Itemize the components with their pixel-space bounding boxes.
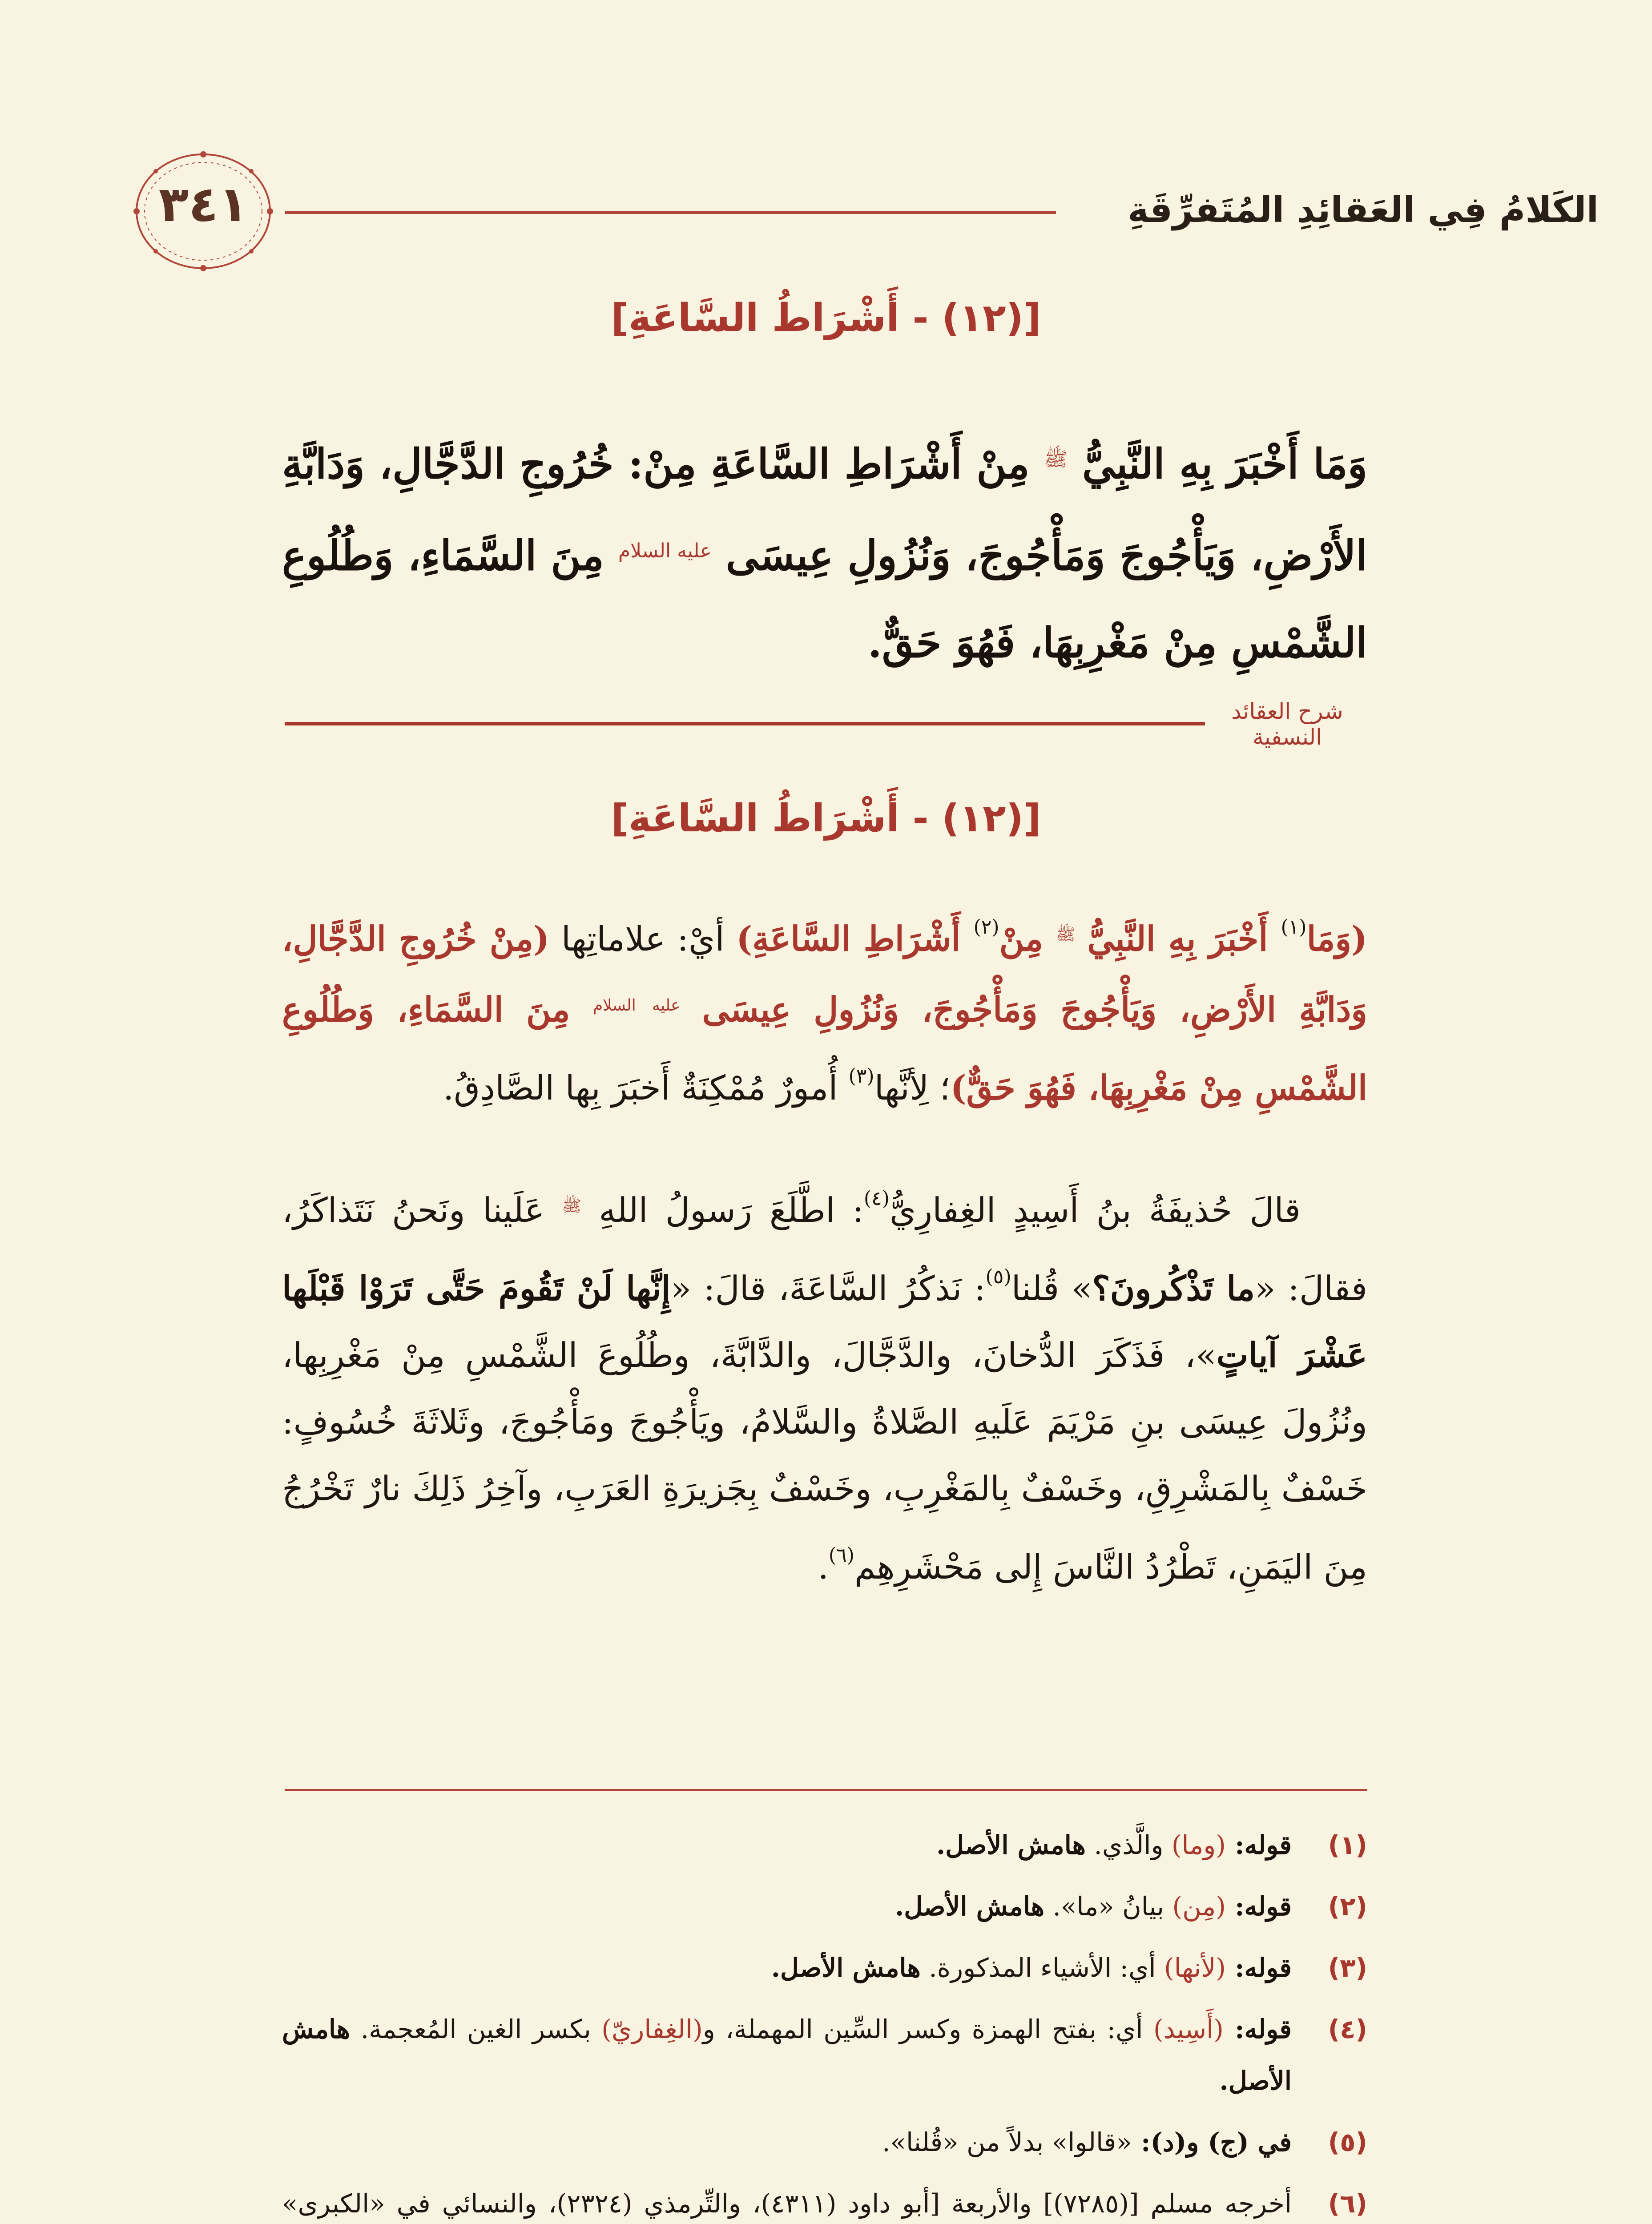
- footnote-4: [282, 2003, 1367, 2107]
- sharh-rule: [285, 722, 1205, 725]
- commentary-text: أُمورٌ مُمْكِنَةٌ أَخبَرَ بِها الصَّادِقُ.: [443, 1068, 849, 1108]
- matn-part-2: مِنْ أَشْرَاطِ السَّاعَةِ مِنْ: خُرُوجِ الدَّجَّالِ، وَدَابَّةِ الأَرْضِ، وَيَأْجُوجَ وَمَأْجُوجَ، وَنُزُولِ عِيسَى: [282, 440, 1367, 580]
- footnote-term: (لأنها): [1164, 1953, 1226, 1983]
- footnote-ref-2[interactable]: (٢): [973, 916, 999, 939]
- footnote-text: والَّذي.: [1085, 1830, 1172, 1860]
- commentary-text: أيْ: علاماتِها: [549, 919, 737, 959]
- sharh-book-title: شرح العقائد النسفية: [1231, 698, 1343, 750]
- footnote-number: (٢): [1328, 1891, 1367, 1922]
- hadith-text: : نَذكُرُ السَّاعَةَ، قالَ: «: [670, 1269, 986, 1308]
- quoted-matn: مِنْ: [999, 919, 1056, 959]
- hadith-text: »، فَذَكَرَ الدُّخانَ، والدَّجَّالَ، والدَّابَّةَ، وطُلُوعَ الشَّمْسِ مِنْ مَغْرِبِها، ونُزُولَ عِيسَى بنِ مَرْيَمَ عَلَيهِ الصَّلاةُ والسَّلامُ، ويَأْجُوجَ ومَأْجُوجَ، وثَلاثَةَ خُسُوفٍ: خَسْفٌ بِالمَشْرِقِ، وخَسْفٌ بِالمَغْرِبِ، وخَسْفٌ بِجَزيرَةِ العَرَبِ، وآخِرُ ذَلِكَ نارٌ تَخْرُجُ مِنَ اليَمَنِ، تَطْرُدُ النَّاسَ إِلى مَحْشَرِهِم: [282, 1335, 1367, 1587]
- footnote-term: (الغِفاريّ): [601, 2014, 703, 2044]
- commentary-paragraph-1: [282, 894, 1367, 1121]
- footnote-number: (٥): [1328, 2127, 1367, 2157]
- footnote-number: (١): [1328, 1830, 1367, 1860]
- footnote-ref-3[interactable]: (٣): [848, 1065, 874, 1088]
- commentary-paragraph-2: [282, 1165, 1367, 1600]
- footnote-term: (وما): [1171, 1830, 1226, 1860]
- footnote-source: هامش الأصل.: [936, 1830, 1086, 1860]
- footnote-lead: قوله:: [1225, 1830, 1292, 1860]
- hadith-text: عَلَينا ونَحنُ نَتَذاكَرُ، فقالَ: «: [282, 1190, 1367, 1308]
- footnote-ref-4[interactable]: (٤): [863, 1187, 890, 1210]
- footnote-lead: في (ج) و(د):: [1132, 2127, 1292, 2157]
- salutation-isa-icon: عليه السلام: [618, 540, 712, 562]
- quoted-matn: أَشْرَاطِ السَّاعَةِ): [736, 919, 974, 959]
- quoted-matn: أَخْبَرَ بِهِ النَّبِيُّ: [1087, 919, 1281, 959]
- footnote-2: [282, 1881, 1367, 1932]
- sharh-heading: [(١٢) - أَشْرَاطُ السَّاعَةِ]: [611, 796, 1041, 841]
- footnote-lead: قوله:: [1225, 1891, 1292, 1922]
- footnote-rule: [285, 1789, 1367, 1791]
- footnote-6: [282, 2178, 1367, 2224]
- page-number: ٣٤١: [158, 176, 249, 233]
- footnote-5: [282, 2116, 1367, 2168]
- salutation-prophet-icon: ﷺ: [1044, 448, 1068, 471]
- footnote-ref-6[interactable]: (٦): [828, 1544, 854, 1567]
- footnote-source: هامش الأصل.: [895, 1891, 1045, 1922]
- hadith-quote: ما تَذْكُرونَ؟: [1092, 1269, 1255, 1308]
- footnote-text: بكسر الغين المُعجمة.: [350, 2014, 602, 2044]
- footnote-text: أي: الأشياء المذكورة.: [920, 1953, 1164, 1983]
- footnote-source: هامش الأصل.: [282, 2014, 1292, 2096]
- hadith-text: .: [818, 1547, 829, 1587]
- footnote-ref-5[interactable]: (٥): [985, 1265, 1011, 1288]
- matn-text: [282, 416, 1367, 686]
- footnote-lead: قوله:: [1223, 2014, 1292, 2044]
- footnote-text: «قالوا» بدلاً من «قُلنا».: [882, 2127, 1132, 2157]
- matn-part-1: وَمَا أَخْبَرَ بِهِ النَّبِيُّ: [1082, 440, 1368, 488]
- footnote-term: (مِن): [1172, 1891, 1226, 1922]
- running-header-title: الكَلامُ فِي العَقائِدِ المُتَفرِّقَةِ: [1128, 189, 1599, 230]
- footnote-term: (أَسِيد): [1153, 2014, 1224, 2044]
- footnote-text: بيانُ «ما».: [1044, 1891, 1173, 1922]
- salutation-isa-icon: عليه السلام: [592, 996, 681, 1015]
- salutation-prophet-icon: ﷺ: [1056, 926, 1076, 944]
- footnote-1: [282, 1819, 1367, 1871]
- footnote-text: أخرجه مسلم [(٧٢٨٥)] والأربعة [أبو داود (٤٣١١)، والتِّرمذي (٢٣٢٤)، والنسائي في «الكبرى»: [282, 2188, 1292, 2219]
- footnote-number: (٣): [1328, 1953, 1367, 1983]
- matn-heading: [(١٢) - أَشْرَاطُ السَّاعَةِ]: [611, 296, 1041, 340]
- quoted-matn: (مِنْ خُرُوجِ الدَّجَّالِ، وَدَابَّةِ الأَرْضِ، وَيَأْجُوجَ وَمَأْجُوجَ، وَنُزُولِ عِيسَى: [282, 919, 1367, 1029]
- footnote-number: (٤): [1328, 2014, 1367, 2044]
- hadith-quote: إِنَّها لَنْ تَقُومَ حَتَّى تَرَوْا قَبْلَها عَشْرَ آياتٍ: [282, 1269, 1367, 1375]
- footnote-source: هامش الأصل.: [771, 1953, 921, 1983]
- hadith-text: قالَ حُذيفَةُ بنُ أَسِيدٍ الغِفارِيُّ: [889, 1190, 1301, 1230]
- salutation-prophet-icon: ﷺ: [562, 1197, 582, 1215]
- header-rule: [285, 211, 1056, 214]
- commentary-text: ؛ لِأنَّها: [874, 1068, 951, 1108]
- footnote-3: [282, 1942, 1367, 1994]
- quoted-matn: مِنَ السَّمَاءِ، وَطُلُوعِ الشَّمْسِ مِنْ مَغْرِبِهَا، فَهُوَ حَقٌّ): [282, 990, 1367, 1108]
- footnote-lead: قوله:: [1225, 1953, 1292, 1983]
- quoted-matn: (وَمَا: [1306, 919, 1367, 959]
- footnote-text: أي: بفتح الهمزة وكسر السِّين المهملة، و: [702, 2014, 1153, 2044]
- hadith-text: : اطَّلَعَ رَسولُ اللهِ: [599, 1190, 864, 1230]
- hadith-text: » قُلنا: [1011, 1269, 1092, 1308]
- footnotes: [282, 1819, 1367, 2224]
- footnote-ref-1[interactable]: (١): [1281, 916, 1307, 939]
- matn-part-3: مِنَ السَّمَاءِ، وَطُلُوعِ الشَّمْسِ مِنْ مَغْرِبِهَا، فَهُوَ حَقٌّ.: [282, 532, 1367, 667]
- footnote-number: (٦): [1328, 2188, 1367, 2219]
